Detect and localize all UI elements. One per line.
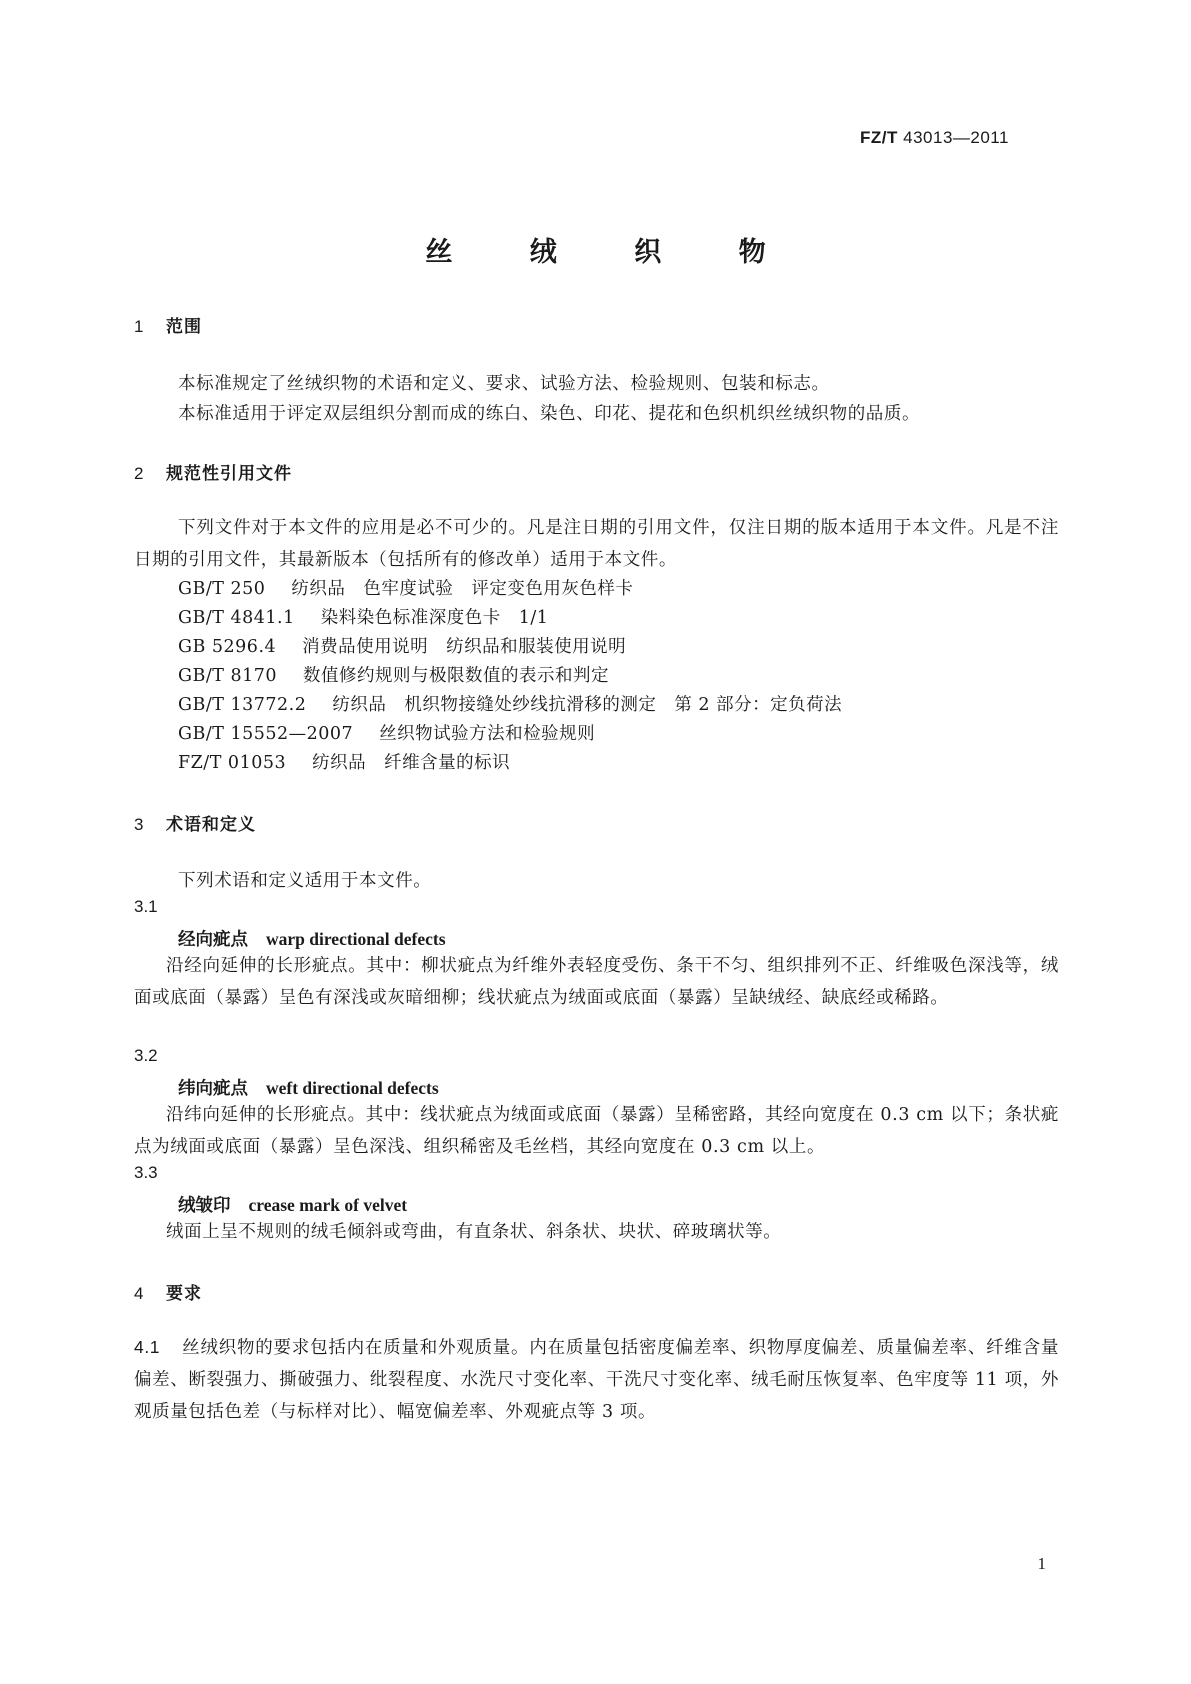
references-intro: 下列文件对于本文件的应用是必不可少的。凡是注日期的引用文件，仅注日期的版本适用于本文件。凡是不注日期的引用文件，其最新版本（包括所有的修改单）适用于本文件。 (134, 518, 1059, 570)
standard-code-number: 43013—2011 (903, 128, 1009, 147)
section-number: 4 (134, 1284, 144, 1303)
term-en: crease mark of velvet (248, 1195, 408, 1215)
reference-title: 纺织品 机织物接缝处纱线抗滑移的测定 第 2 部分：定负荷法 (332, 695, 843, 715)
term-zh: 经向疵点 (178, 930, 248, 950)
terms-intro: 下列术语和定义适用于本文件。 (178, 871, 432, 891)
term-heading (178, 926, 446, 951)
section-number: 3 (134, 815, 144, 834)
requirement-clause (134, 1331, 1059, 1428)
section-3-heading (134, 810, 256, 835)
document-title: 丝 绒 织 物 (425, 237, 800, 268)
term-zh: 纬向疵点 (178, 1079, 248, 1099)
reference-item (178, 604, 548, 629)
reference-item (178, 575, 633, 600)
term-definition: 绒面上呈不规则的绒毛倾斜或弯曲，有直条状、斜条状、块状、碎玻璃状等。 (166, 1222, 782, 1242)
term-number: 3.3 (134, 1163, 158, 1182)
reference-item (178, 662, 609, 687)
reference-item (178, 720, 595, 745)
term-en: weft directional defects (266, 1078, 439, 1098)
reference-title: 数值修约规则与极限数值的表示和判定 (303, 666, 610, 686)
standard-code (860, 128, 1009, 148)
reference-code: GB/T 4841.1 (178, 608, 295, 628)
scope-paragraph-2: 本标准适用于评定双层组织分割而成的练白、染色、印花、提花和色织机织丝绒织物的品质。 (178, 404, 921, 424)
reference-code: GB/T 13772.2 (178, 695, 307, 715)
term-en: warp directional defects (266, 929, 446, 949)
reference-title: 消费品使用说明 纺织品和服装使用说明 (302, 637, 627, 657)
reference-title: 纺织品 纤维含量的标识 (312, 753, 511, 773)
reference-item (178, 633, 626, 658)
section-title: 要求 (166, 1284, 202, 1304)
section-title: 术语和定义 (166, 815, 256, 835)
reference-item (178, 749, 510, 774)
section-1-heading (134, 312, 202, 337)
clause-text: 丝绒织物的要求包括内在质量和外观质量。内在质量包括密度偏差率、织物厚度偏差、质量偏差率、纤维含量偏差、断裂强力、撕破强力、纰裂程度、水洗尺寸变化率、干洗尺寸变化率、绒毛耐压恢复率、色牢度等 11 项，外观质量包括色差（与标样对比）、幅宽偏差率、外观疵点等 3 项。 (134, 1338, 1059, 1422)
section-4-heading (134, 1279, 202, 1304)
term-definition: 沿经向延伸的长形疵点。其中：柳状疵点为纤维外表轻度受伤、条干不匀、组织排列不正、纤维吸色深浅等，绒面或底面（暴露）呈色有深浅或灰暗细柳；线状疵点为绒面或底面（暴露）呈缺绒经、缺底经或稀路。 (134, 956, 1059, 1008)
reference-code: GB 5296.4 (178, 637, 277, 657)
section-number: 2 (134, 464, 144, 483)
term-heading (178, 1075, 439, 1100)
scope-paragraph-1: 本标准规定了丝绒织物的术语和定义、要求、试验方法、检验规则、包装和标志。 (178, 374, 830, 394)
reference-code: GB/T 15552—2007 (178, 724, 354, 744)
reference-title: 染料染色标准深度色卡 1/1 (320, 608, 549, 628)
reference-code: FZ/T 01053 (178, 753, 287, 773)
section-2-heading (134, 459, 292, 484)
term-zh: 绒皱印 (178, 1196, 231, 1216)
section-title: 范围 (166, 317, 202, 337)
term-definition: 沿纬向延伸的长形疵点。其中：线状疵点为绒面或底面（暴露）呈稀密路，其经向宽度在 0.3 cm 以下；条状疵点为绒面或底面（暴露）呈色深浅、组织稀密及毛丝档，其经向宽度在 0.3 cm 以上。 (134, 1105, 1059, 1157)
term-heading (178, 1192, 407, 1217)
term-number: 3.2 (134, 1046, 158, 1065)
standard-code-prefix: FZ/T (860, 128, 898, 147)
page-number: 1 (1037, 1554, 1046, 1573)
section-number: 1 (134, 317, 144, 336)
clause-number: 4.1 (134, 1337, 161, 1357)
reference-item (178, 691, 842, 716)
section-title: 规范性引用文件 (166, 464, 292, 484)
reference-code: GB/T 250 (178, 579, 266, 599)
reference-code: GB/T 8170 (178, 666, 278, 686)
reference-title: 丝织物试验方法和检验规则 (379, 724, 596, 744)
reference-title: 纺织品 色牢度试验 评定变色用灰色样卡 (291, 579, 634, 599)
term-number: 3.1 (134, 897, 158, 916)
